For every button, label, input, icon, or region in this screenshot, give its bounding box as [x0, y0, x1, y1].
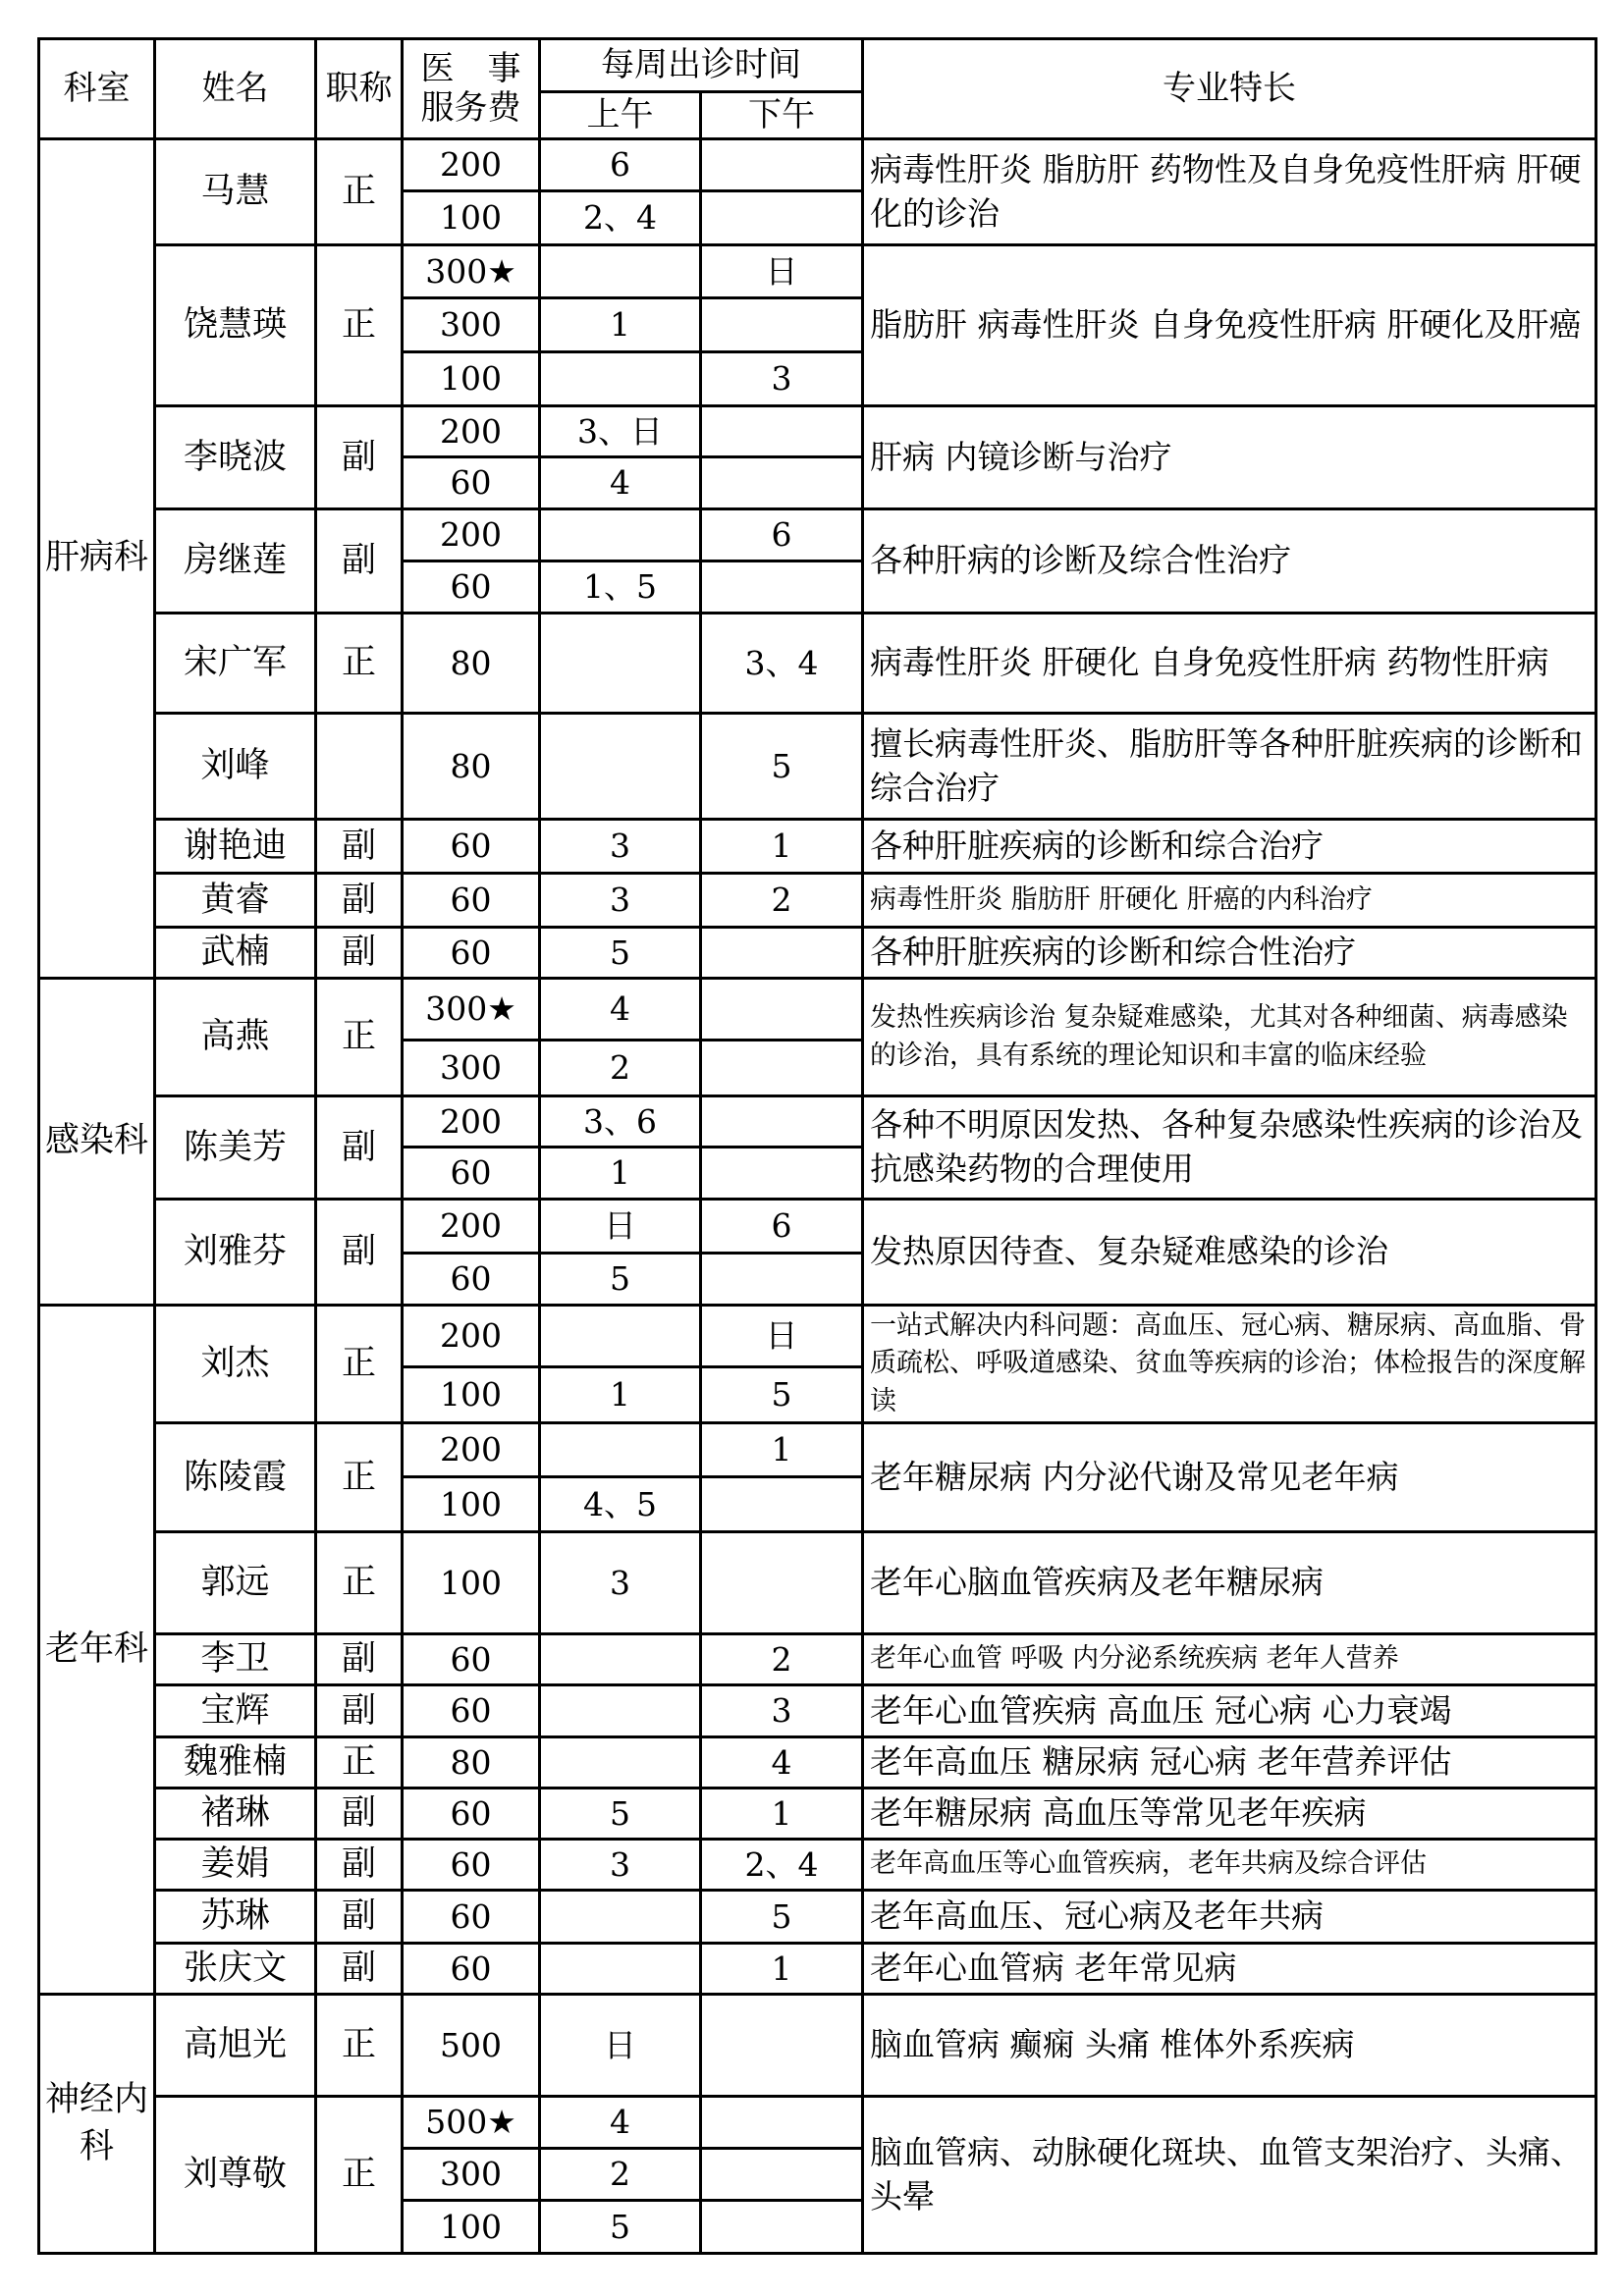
pm-cell: [701, 1532, 863, 1634]
table-row: [39, 928, 1596, 979]
am-cell: 5: [540, 2201, 701, 2254]
header-dept: 科室: [39, 39, 155, 139]
table-row: [39, 1532, 1596, 1634]
specialty-cell: 各种不明原因发热、各种复杂感染性疾病的诊治及抗感染药物的合理使用: [863, 1096, 1596, 1200]
table-row: [39, 1200, 1596, 1254]
doctor-name: 刘尊敬: [155, 2097, 316, 2254]
doctor-title: 副: [316, 1944, 403, 1995]
pm-cell: [701, 1254, 863, 1306]
table-row: [39, 1944, 1596, 1995]
doctor-name: 谢艳迪: [155, 820, 316, 874]
doctor-title: 正: [316, 1995, 403, 2097]
fee-cell: 60: [403, 1634, 540, 1685]
am-cell: 2: [540, 1041, 701, 1096]
fee-cell: 200: [403, 406, 540, 457]
am-cell: [540, 352, 701, 406]
doctor-schedule-table: [37, 37, 1597, 2255]
pm-cell: 日: [701, 245, 863, 298]
specialty-cell: 病毒性肝炎 脂肪肝 肝硬化 肝癌的内科治疗: [863, 874, 1596, 928]
am-cell: 4: [540, 457, 701, 509]
doctor-title: [316, 714, 403, 820]
doctor-name: 马慧: [155, 139, 316, 245]
specialty-cell: 发热性疾病诊治 复杂疑难感染，尤其对各种细菌、病毒感染的诊治，具有系统的理论知识和丰富的临床经验: [863, 979, 1596, 1096]
header-specialty: 专业特长: [863, 39, 1596, 139]
fee-cell: 300: [403, 298, 540, 352]
fee-cell: 80: [403, 714, 540, 820]
table-row: [39, 714, 1596, 820]
am-cell: [540, 1685, 701, 1737]
table-row: [39, 820, 1596, 874]
am-cell: 5: [540, 1789, 701, 1840]
doctor-name: 高旭光: [155, 1995, 316, 2097]
pm-cell: [701, 457, 863, 509]
specialty-cell: 各种肝脏疾病的诊断和综合治疗: [863, 820, 1596, 874]
doctor-name: 高燕: [155, 979, 316, 1096]
fee-cell: 300★: [403, 979, 540, 1041]
specialty-cell: 各种肝病的诊断及综合性治疗: [863, 509, 1596, 614]
am-cell: 1: [540, 1148, 701, 1200]
fee-cell: 60: [403, 1254, 540, 1306]
department-cell: 神经内科: [39, 1995, 155, 2254]
table-row: [39, 979, 1596, 1041]
specialty-cell: 脑血管病 癫痫 头痛 椎体外系疾病: [863, 1995, 1596, 2097]
header-name: 姓名: [155, 39, 316, 139]
am-cell: 3: [540, 1532, 701, 1634]
pm-cell: 6: [701, 1200, 863, 1254]
doctor-name: 陈美芳: [155, 1096, 316, 1200]
table-row: [39, 1685, 1596, 1737]
am-cell: 日: [540, 1995, 701, 2097]
doctor-title: 副: [316, 1891, 403, 1944]
fee-cell: 200: [403, 1200, 540, 1254]
doctor-name: 刘雅芬: [155, 1200, 316, 1306]
pm-cell: [701, 139, 863, 191]
fee-cell: 100: [403, 2201, 540, 2254]
table-row: [39, 1634, 1596, 1685]
doctor-name: 刘杰: [155, 1306, 316, 1423]
specialty-cell: 肝病 内镜诊断与治疗: [863, 406, 1596, 509]
pm-cell: [701, 298, 863, 352]
department-cell: 老年科: [39, 1306, 155, 1995]
fee-cell: 100: [403, 352, 540, 406]
header-schedule: 每周出诊时间: [540, 39, 863, 92]
specialty-cell: 老年心血管病 老年常见病: [863, 1944, 1596, 1995]
am-cell: 3: [540, 874, 701, 928]
fee-cell: 200: [403, 1423, 540, 1477]
doctor-title: 正: [316, 1532, 403, 1634]
table-row: [39, 509, 1596, 561]
am-cell: 3、6: [540, 1096, 701, 1148]
pm-cell: [701, 561, 863, 614]
table-row: [39, 1789, 1596, 1840]
fee-cell: 60: [403, 928, 540, 979]
header-am: 上午: [540, 92, 701, 139]
pm-cell: 5: [701, 1891, 863, 1944]
table-row: [39, 1995, 1596, 2097]
fee-cell: 60: [403, 1148, 540, 1200]
fee-cell: 100: [403, 191, 540, 245]
specialty-cell: 擅长病毒性肝炎、脂肪肝等各种肝脏疾病的诊断和综合治疗: [863, 714, 1596, 820]
doctor-name: 魏雅楠: [155, 1737, 316, 1789]
doctor-title: 副: [316, 928, 403, 979]
doctor-title: 副: [316, 1840, 403, 1891]
table-row: [39, 139, 1596, 191]
specialty-cell: 老年糖尿病 内分泌代谢及常见老年病: [863, 1423, 1596, 1532]
pm-cell: 1: [701, 1423, 863, 1477]
header-pm: 下午: [701, 92, 863, 139]
fee-cell: 60: [403, 820, 540, 874]
doctor-name: 宝辉: [155, 1685, 316, 1737]
pm-cell: [701, 1041, 863, 1096]
fee-cell: 200: [403, 139, 540, 191]
department-cell: 感染科: [39, 979, 155, 1306]
specialty-cell: 脂肪肝 病毒性肝炎 自身免疫性肝病 肝硬化及肝癌: [863, 245, 1596, 406]
fee-cell: 60: [403, 1685, 540, 1737]
doctor-title: 副: [316, 406, 403, 509]
fee-cell: 60: [403, 1840, 540, 1891]
pm-cell: 1: [701, 820, 863, 874]
table-row: [39, 874, 1596, 928]
table-row: [39, 614, 1596, 714]
am-cell: [540, 614, 701, 714]
am-cell: 1: [540, 1367, 701, 1423]
am-cell: 4: [540, 979, 701, 1041]
doctor-title: 正: [316, 139, 403, 245]
fee-cell: 300★: [403, 245, 540, 298]
table-row: [39, 1737, 1596, 1789]
am-cell: 2、4: [540, 191, 701, 245]
pm-cell: [701, 2201, 863, 2254]
pm-cell: [701, 406, 863, 457]
pm-cell: [701, 928, 863, 979]
doctor-title: 正: [316, 979, 403, 1096]
table-row: [39, 245, 1596, 298]
pm-cell: 5: [701, 1367, 863, 1423]
am-cell: [540, 1423, 701, 1477]
fee-cell: 100: [403, 1367, 540, 1423]
fee-cell: 80: [403, 614, 540, 714]
specialty-cell: 老年高血压、冠心病及老年共病: [863, 1891, 1596, 1944]
doctor-name: 苏琳: [155, 1891, 316, 1944]
pm-cell: 5: [701, 714, 863, 820]
fee-cell: 200: [403, 1306, 540, 1367]
fee-cell: 60: [403, 1789, 540, 1840]
fee-cell: 200: [403, 509, 540, 561]
doctor-name: 房继莲: [155, 509, 316, 614]
doctor-name: 张庆文: [155, 1944, 316, 1995]
am-cell: 日: [540, 1200, 701, 1254]
pm-cell: 日: [701, 1306, 863, 1367]
specialty-cell: 发热原因待查、复杂疑难感染的诊治: [863, 1200, 1596, 1306]
specialty-cell: 老年心血管疾病 高血压 冠心病 心力衰竭: [863, 1685, 1596, 1737]
pm-cell: 3、4: [701, 614, 863, 714]
fee-cell: 100: [403, 1532, 540, 1634]
am-cell: [540, 1737, 701, 1789]
doctor-name: 刘峰: [155, 714, 316, 820]
fee-cell: 60: [403, 874, 540, 928]
doctor-name: 褚琳: [155, 1789, 316, 1840]
doctor-title: 副: [316, 820, 403, 874]
pm-cell: 3: [701, 1685, 863, 1737]
am-cell: 5: [540, 928, 701, 979]
header-fee-line1: 医 事: [420, 49, 521, 89]
fee-cell: 60: [403, 1944, 540, 1995]
doctor-name: 姜娟: [155, 1840, 316, 1891]
specialty-cell: 老年心脑血管疾病及老年糖尿病: [863, 1532, 1596, 1634]
table-row: [39, 1306, 1596, 1367]
table-row: [39, 406, 1596, 457]
pm-cell: [701, 1477, 863, 1532]
doctor-title: 副: [316, 1200, 403, 1306]
pm-cell: [701, 191, 863, 245]
pm-cell: 2、4: [701, 1840, 863, 1891]
doctor-title: 副: [316, 1634, 403, 1685]
table-row: [39, 1840, 1596, 1891]
doctor-name: 郭远: [155, 1532, 316, 1634]
am-cell: 2: [540, 2149, 701, 2201]
doctor-name: 宋广军: [155, 614, 316, 714]
table-row: [39, 1096, 1596, 1148]
am-cell: [540, 509, 701, 561]
am-cell: 6: [540, 139, 701, 191]
am-cell: 1、5: [540, 561, 701, 614]
doctor-title: 正: [316, 2097, 403, 2254]
doctor-name: 饶慧瑛: [155, 245, 316, 406]
table-row: [39, 1891, 1596, 1944]
doctor-name: 武楠: [155, 928, 316, 979]
specialty-cell: 老年心血管 呼吸 内分泌系统疾病 老年人营养: [863, 1634, 1596, 1685]
doctor-title: 副: [316, 874, 403, 928]
am-cell: [540, 1944, 701, 1995]
doctor-name: 陈陵霞: [155, 1423, 316, 1532]
am-cell: [540, 714, 701, 820]
am-cell: 4: [540, 2097, 701, 2149]
doctor-title: 正: [316, 614, 403, 714]
department-cell: 肝病科: [39, 139, 155, 979]
pm-cell: 1: [701, 1944, 863, 1995]
fee-cell: 300: [403, 1041, 540, 1096]
pm-cell: 2: [701, 874, 863, 928]
pm-cell: [701, 1096, 863, 1148]
fee-cell: 100: [403, 1477, 540, 1532]
doctor-name: 李晓波: [155, 406, 316, 509]
specialty-cell: 一站式解决内科问题：高血压、冠心病、糖尿病、高血脂、骨质疏松、呼吸道感染、贫血等疾病的诊治；体检报告的深度解读: [863, 1306, 1596, 1423]
specialty-cell: 脑血管病、动脉硬化斑块、血管支架治疗、头痛、头晕: [863, 2097, 1596, 2254]
pm-cell: [701, 2149, 863, 2201]
pm-cell: 6: [701, 509, 863, 561]
doctor-title: 副: [316, 1789, 403, 1840]
doctor-name: 李卫: [155, 1634, 316, 1685]
pm-cell: 3: [701, 352, 863, 406]
table-row: [39, 2097, 1596, 2149]
fee-cell: 200: [403, 1096, 540, 1148]
doctor-title: 副: [316, 509, 403, 614]
am-cell: 5: [540, 1254, 701, 1306]
fee-cell: 500★: [403, 2097, 540, 2149]
specialty-cell: 各种肝脏疾病的诊断和综合性治疗: [863, 928, 1596, 979]
specialty-cell: 老年高血压等心血管疾病，老年共病及综合评估: [863, 1840, 1596, 1891]
fee-cell: 60: [403, 1891, 540, 1944]
table-row: [39, 1423, 1596, 1477]
pm-cell: 1: [701, 1789, 863, 1840]
fee-cell: 60: [403, 457, 540, 509]
specialty-cell: 病毒性肝炎 肝硬化 自身免疫性肝病 药物性肝病: [863, 614, 1596, 714]
doctor-title: 副: [316, 1096, 403, 1200]
doctor-title: 副: [316, 1685, 403, 1737]
doctor-title: 正: [316, 1306, 403, 1423]
specialty-cell: 老年糖尿病 高血压等常见老年疾病: [863, 1789, 1596, 1840]
header-fee-line2: 服务费: [420, 87, 521, 128]
schedule-body: [39, 139, 1596, 2254]
doctor-name: 黄睿: [155, 874, 316, 928]
am-cell: 3、日: [540, 406, 701, 457]
am-cell: [540, 245, 701, 298]
pm-cell: [701, 2097, 863, 2149]
specialty-cell: 老年高血压 糖尿病 冠心病 老年营养评估: [863, 1737, 1596, 1789]
am-cell: 3: [540, 820, 701, 874]
doctor-title: 正: [316, 1737, 403, 1789]
am-cell: 3: [540, 1840, 701, 1891]
pm-cell: 4: [701, 1737, 863, 1789]
pm-cell: 2: [701, 1634, 863, 1685]
fee-cell: 80: [403, 1737, 540, 1789]
header-title: 职称: [316, 39, 403, 139]
specialty-cell: 病毒性肝炎 脂肪肝 药物性及自身免疫性肝病 肝硬化的诊治: [863, 139, 1596, 245]
am-cell: [540, 1634, 701, 1685]
am-cell: 4、5: [540, 1477, 701, 1532]
doctor-title: 正: [316, 1423, 403, 1532]
pm-cell: [701, 979, 863, 1041]
pm-cell: [701, 1995, 863, 2097]
fee-cell: 60: [403, 561, 540, 614]
pm-cell: [701, 1148, 863, 1200]
header-fee: [403, 39, 540, 139]
fee-cell: 300: [403, 2149, 540, 2201]
am-cell: [540, 1306, 701, 1367]
am-cell: [540, 1891, 701, 1944]
doctor-title: 正: [316, 245, 403, 406]
am-cell: 1: [540, 298, 701, 352]
fee-cell: 500: [403, 1995, 540, 2097]
